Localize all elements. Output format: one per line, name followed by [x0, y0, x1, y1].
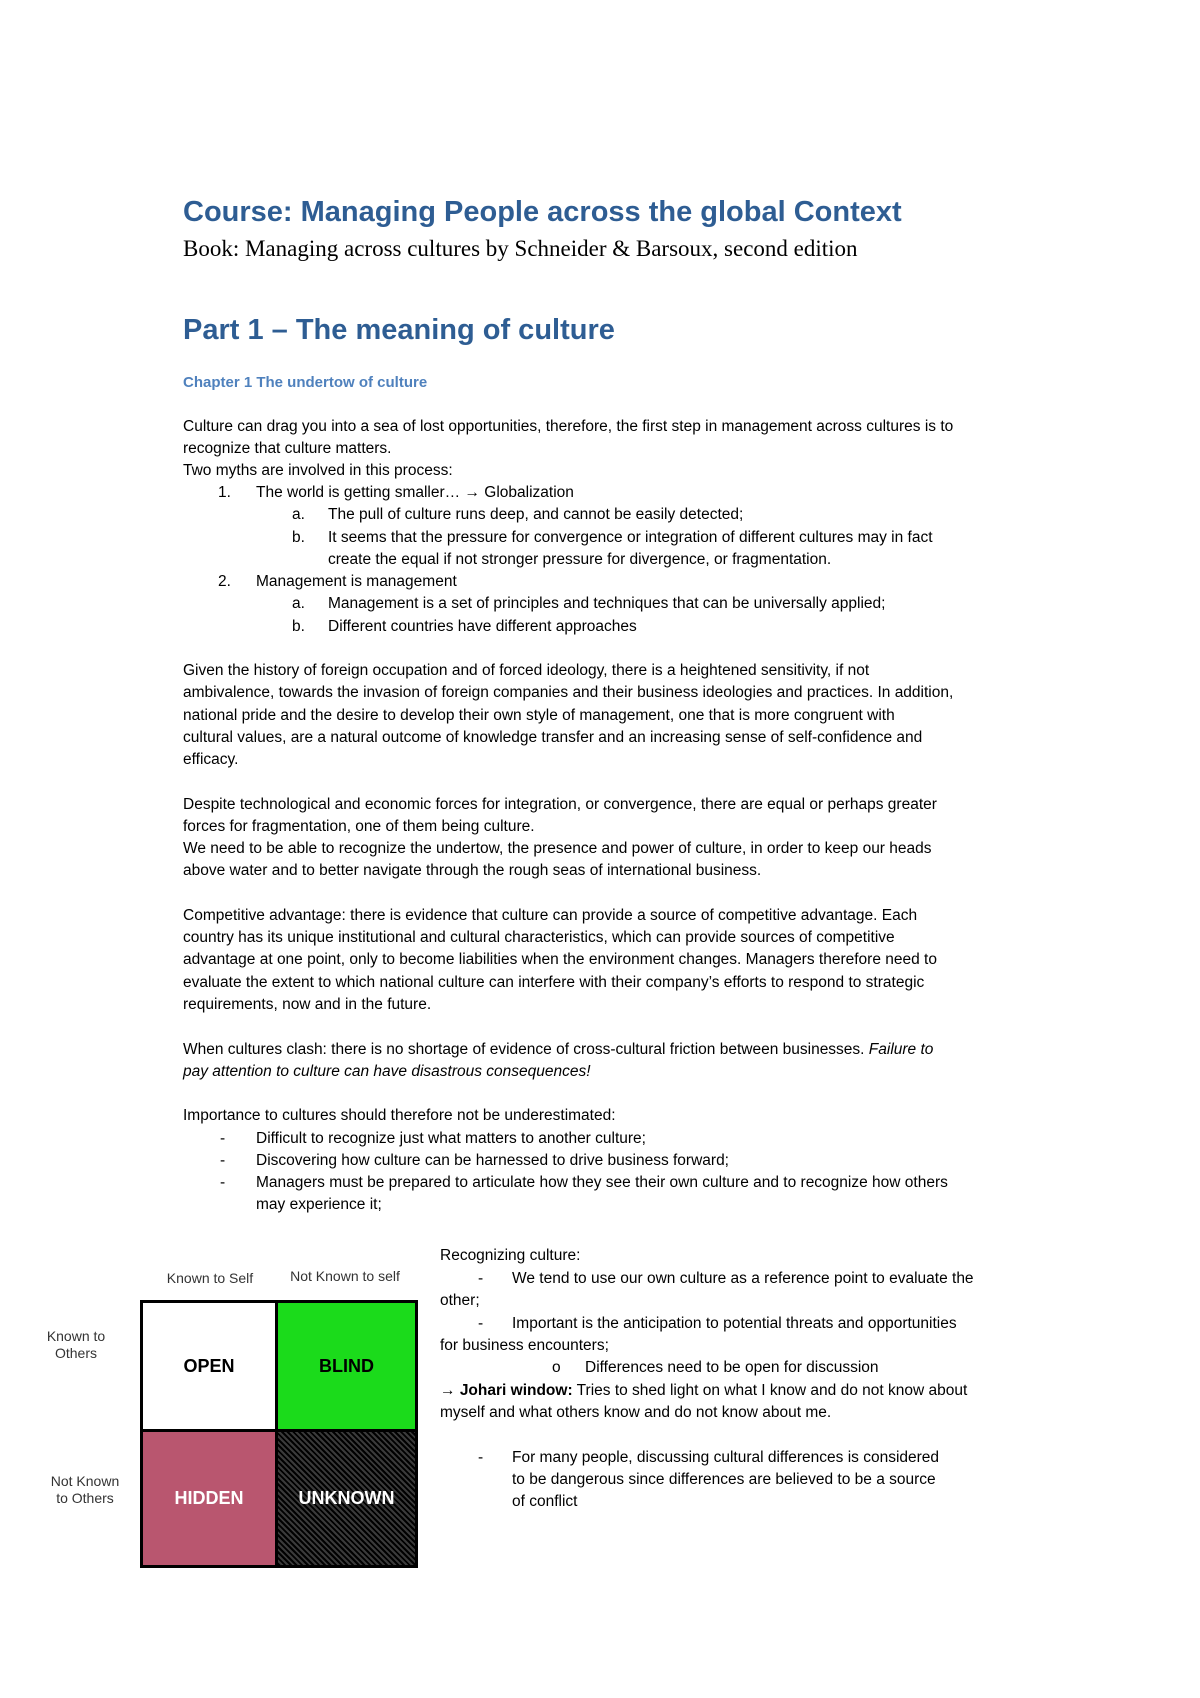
list-marker: a.: [292, 595, 305, 612]
list-number: 1.: [218, 484, 231, 501]
book-subtitle: Book: Managing across cultures by Schneider & Barsoux, second edition: [183, 236, 858, 261]
bullet-dash: -: [478, 1449, 484, 1466]
blind-quadrant: BLIND: [278, 1303, 415, 1429]
list-item: Different countries have different approaches: [328, 618, 637, 635]
paragraph-line: requirements, now and in the future.: [183, 996, 432, 1013]
paragraph-line: We need to be able to recognize the undertow, the presence and power of culture, in order to keep our heads: [183, 840, 932, 857]
not-known-to-self-label: Not Known to self: [290, 1268, 400, 1284]
paragraph-line: Competitive advantage: there is evidence that culture can provide a source of competitive advantage. Each: [183, 907, 918, 924]
intro-line: Two myths are involved in this process:: [183, 462, 453, 479]
paragraph-line: Given the history of foreign occupation and of forced ideology, there is a heightened sensitivity, if not: [183, 662, 870, 679]
list-item: The pull of culture runs deep, and cannot be easily detected;: [328, 506, 744, 523]
paragraph-text: When cultures clash: there is no shortage of evidence of cross-cultural friction between businesses.: [183, 1041, 869, 1058]
chapter-heading: Chapter 1 The undertow of culture: [183, 374, 428, 391]
paragraph-line: ambivalence, towards the invasion of foreign companies and their business ideologies and practices. In addition,: [183, 684, 954, 701]
paragraph-line: country has its unique institutional and cultural characteristics, which can provide sources of competitive: [183, 929, 895, 946]
bullet-dash: -: [220, 1152, 226, 1169]
label-line: Not Known: [50, 1473, 120, 1489]
list-marker: b.: [292, 529, 305, 546]
list-marker: a.: [292, 506, 305, 523]
course-title: Course: Managing People across the global Context: [183, 196, 902, 228]
known-to-others-label: [40, 1328, 112, 1362]
bullet-dash: -: [478, 1270, 484, 1287]
list-item: Discovering how culture can be harnessed to drive business forward;: [256, 1152, 729, 1169]
paragraph-line: evaluate the extent to which national culture can interfere with their company’s efforts to respond to strategic: [183, 974, 925, 991]
bullet-dash: -: [220, 1130, 226, 1147]
unknown-quadrant: UNKNOWN: [278, 1432, 415, 1565]
johari-window-note: [440, 1380, 967, 1402]
note-text: myself and what others know and do not know about me.: [440, 1404, 832, 1421]
list-item: Differences need to be open for discussion: [585, 1359, 879, 1376]
hidden-quadrant: HIDDEN: [143, 1432, 275, 1565]
paragraph-line: forces for fragmentation, one of them being culture.: [183, 818, 535, 835]
recognizing-culture-heading: Recognizing culture:: [440, 1247, 581, 1264]
list-item: The world is getting smaller… → Globalization: [256, 484, 574, 501]
paragraph-line: Despite technological and economic forces for integration, or convergence, there are equal or perhaps greater: [183, 796, 937, 813]
list-item: create the equal if not stronger pressure for divergence, or fragmentation.: [328, 551, 832, 568]
list-item: It seems that the pressure for convergence or integration of different cultures may in fact: [328, 529, 933, 546]
list-item: of conflict: [512, 1493, 578, 1510]
open-quadrant: OPEN: [143, 1303, 275, 1429]
sub-bullet-marker: o: [552, 1359, 561, 1376]
bullet-dash: -: [478, 1315, 484, 1332]
list-item: We tend to use our own culture as a reference point to evaluate the: [512, 1270, 974, 1287]
intro-line: Culture can drag you into a sea of lost opportunities, therefore, the first step in management across cultures is to: [183, 418, 954, 435]
list-item: may experience it;: [256, 1196, 382, 1213]
intro-line: recognize that culture matters.: [183, 440, 392, 457]
known-to-self-label: Known to Self: [166, 1270, 254, 1286]
list-item: Management is management: [256, 573, 457, 590]
bullet-dash: -: [220, 1174, 226, 1191]
johari-window-term: Johari window:: [459, 1382, 573, 1399]
paragraph-line: advantage at one point, only to become liabilities when the environment changes. Managers therefore need to: [183, 951, 937, 968]
list-item: other;: [440, 1292, 480, 1309]
label-line: Known to: [46, 1328, 106, 1344]
label-line: to Others: [56, 1490, 114, 1506]
emphasis-text: pay attention to culture can have disastrous consequences!: [183, 1063, 591, 1080]
paragraph-line: [183, 1039, 933, 1061]
not-known-to-others-label: [40, 1473, 130, 1507]
list-number: 2.: [218, 573, 231, 590]
paragraph-line: efficacy.: [183, 751, 239, 768]
arrow-icon: →: [440, 1382, 460, 1399]
emphasis-text: Failure to: [868, 1041, 934, 1058]
johari-grid: [140, 1300, 418, 1568]
paragraph-line: above water and to better navigate through the rough seas of international business.: [183, 862, 762, 879]
list-item: For many people, discussing cultural differences is considered: [512, 1449, 940, 1466]
list-item: to be dangerous since differences are believed to be a source: [512, 1471, 936, 1488]
list-item: for business encounters;: [440, 1337, 609, 1354]
list-item: Important is the anticipation to potential threats and opportunities: [512, 1315, 957, 1332]
paragraph-line: national pride and the desire to develop their own style of management, one that is more congruent with: [183, 707, 895, 724]
paragraph-line: cultural values, are a natural outcome of knowledge transfer and an increasing sense of self-confidence and: [183, 729, 923, 746]
list-item: Difficult to recognize just what matters to another culture;: [256, 1130, 646, 1147]
list-item: Management is a set of principles and techniques that can be universally applied;: [328, 595, 886, 612]
label-line: Others: [54, 1345, 97, 1361]
note-text: Tries to shed light on what I know and do not know about: [572, 1382, 968, 1399]
list-item: Managers must be prepared to articulate how they see their own culture and to recognize how others: [256, 1174, 948, 1191]
part-heading: Part 1 – The meaning of culture: [183, 314, 615, 346]
list-marker: b.: [292, 618, 305, 635]
paragraph-line: Importance to cultures should therefore not be underestimated:: [183, 1107, 616, 1124]
